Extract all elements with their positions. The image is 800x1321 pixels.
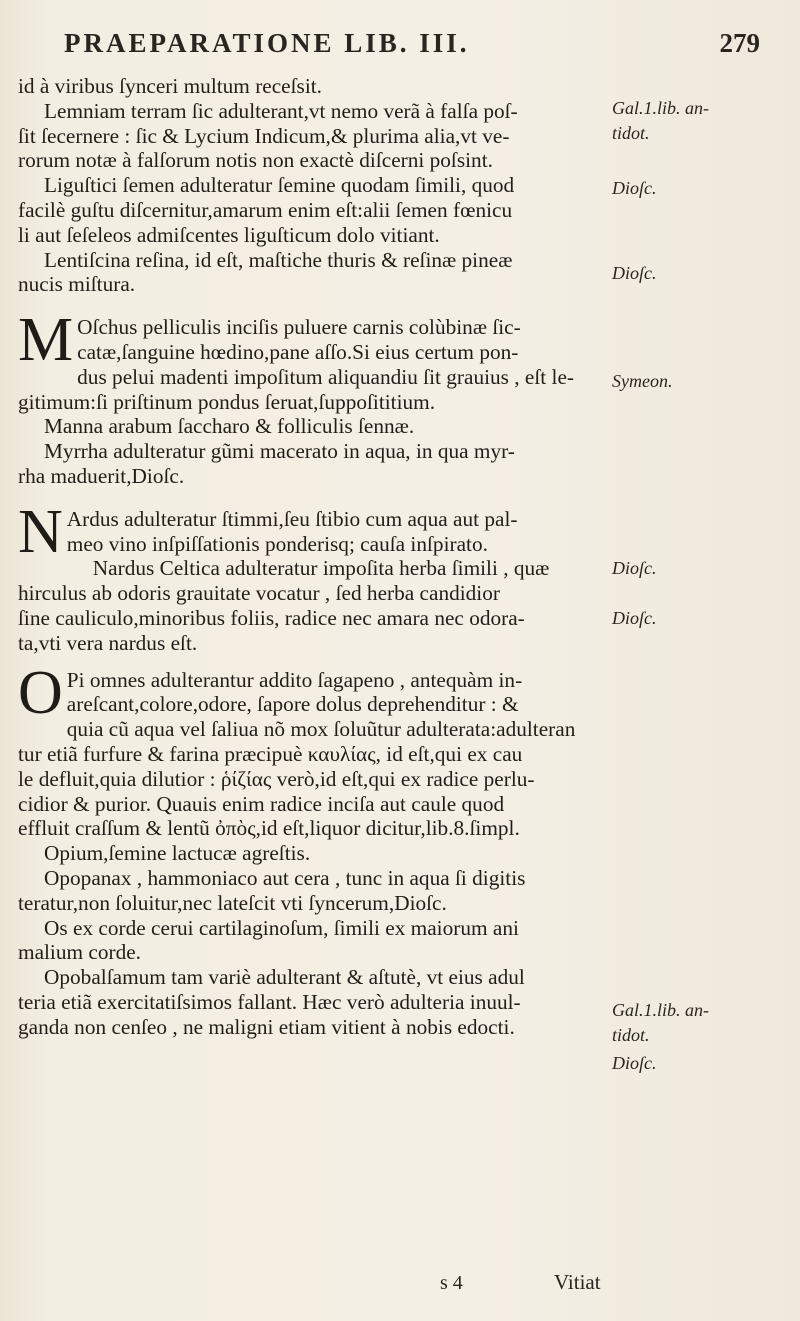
paragraph-myrrha [18, 439, 603, 489]
paragraph-manna [18, 414, 603, 439]
text-line: le defluit,quia dilutior : ῥίζίας verò,id eſt,qui ex radice perlu- [18, 766, 535, 791]
drop-cap: N [18, 497, 63, 566]
margin-note: Gal.1.lib. an- [612, 1000, 709, 1020]
text-line: Lentiſcina reſina, id eſt, maſtiche thuris & reſinæ pineæ [44, 247, 513, 272]
text-line: Os ex corde cerui cartilaginoſum, ſimili ex maiorum ani [44, 915, 519, 940]
text-line: tur etiã furfure & farina præcipuè καυλίας, id eſt,qui ex cau [18, 741, 523, 766]
text-line: rha maduerit,Dioſc. [18, 463, 185, 488]
paragraph-opobalsamum [18, 965, 603, 1039]
catchword: Vitiat [554, 1270, 601, 1294]
margin-note: Dioſc. [612, 178, 657, 198]
section-gap [18, 297, 603, 315]
text-line: Ardus adulteratur ſtimmi,ſeu ſtibio cum aqua aut pal- [66, 506, 518, 531]
section-gap [18, 489, 603, 507]
margin-note: Dioſc. [612, 608, 657, 628]
text-line: id à viribus ſynceri multum receſsit. [18, 74, 323, 98]
margin-note: Dioſc. [612, 263, 657, 283]
text-line: ta,vti vera nardus eſt. [18, 630, 198, 655]
text-line: ſit ſecernere : ſic & Lycium Indicum,& plurima alia,vt ve- [18, 123, 510, 148]
text-line: ganda non cenſeo , ne maligni etiam vitient à nobis edocti. [18, 1014, 515, 1039]
paragraph-opopanax [18, 866, 603, 916]
margin-note: tidot. [612, 1025, 650, 1045]
margin-note: tidot. [612, 123, 650, 143]
text-line: meo vino inſpiſſationis ponderisq; cauſa inſpirato. [66, 531, 488, 556]
text-line: effluit craſſum & lentũ ὀπὸς,id eſt,liquor dicitur,lib.8.ſimpl. [18, 816, 520, 841]
paragraph-opium [18, 841, 603, 866]
margin-note: Symeon. [612, 371, 673, 391]
text-line: teratur,non ſoluitur,nec lateſcit vti ſyncerum,Dioſc. [18, 890, 447, 915]
text-line: facilè guſtu diſcernitur,amarum enim eſt:alii ſemen fœnicu [18, 197, 513, 222]
text-line: catæ,ſanguine hœdino,pane aſſo.Si eius certum pon- [77, 339, 519, 364]
paragraph-nardus [18, 497, 603, 566]
paragraph-nardus-celtica [18, 556, 603, 655]
margin-note: Dioſc. [612, 558, 657, 578]
text-line: teria etiã exercitatiſsimos fallant. Hæc verò adulteria inuul- [18, 989, 521, 1014]
text-line: li aut ſeſeleos admiſcentes liguſticum dolo vitiant. [18, 222, 440, 247]
paragraph-moschus [18, 306, 603, 414]
text-line: areſcant,colore,odore, ſapore dolus deprehenditur : & [66, 692, 519, 717]
text-line: quia cũ aqua vel ſaliua nõ mox ſoluũtur adulterata:adulteran [66, 717, 576, 742]
body-text [18, 74, 603, 1039]
text-line: ſine cauliculo,minoribus foliis, radice nec amara nec odora- [18, 605, 525, 630]
text-line: cidior & purior. Quauis enim radice inciſa aut caule quod [18, 791, 505, 816]
text-line: gitimum:ſi priſtinum pondus ſeruat,ſuppoſititium. [18, 389, 436, 414]
text-line: Pi omnes adulterantur addito ſagapeno , antequàm in- [66, 667, 523, 692]
paragraph-intro [18, 74, 603, 99]
text-line: Opium,ſemine lactucæ agreſtis. [44, 841, 311, 866]
margin-note: Gal.1.lib. an- [612, 98, 709, 118]
text-line: Nardus Celtica adulteratur impoſita herba ſimili , quæ [92, 556, 550, 581]
text-line: rorum notæ à falſorum notis non exactè diſcerni poſsint. [18, 148, 493, 173]
text-line: Oſchus pelliculis inciſis puluere carnis colùbinæ ſic- [77, 315, 521, 340]
running-head-title: PRAEPARATIONE LIB. III. [64, 28, 470, 58]
text-line: malium corde. [18, 940, 142, 965]
section-gap [18, 656, 603, 668]
margin-note: Dioſc. [612, 1053, 657, 1073]
paragraph-opi [18, 658, 603, 842]
paragraph-os-cerui [18, 916, 603, 966]
text-line: nucis miſtura. [18, 272, 136, 297]
page-number: 279 [719, 28, 760, 58]
text-line: hirculus ab odoris grauitate vocatur , ſed herba candidior [18, 581, 500, 606]
text-line: Opopanax , hammoniaco aut cera , tunc in aqua ſi digitis [44, 865, 526, 890]
margin-notes [612, 0, 800, 1321]
text-line: Manna arabum ſaccharo & folliculis ſennæ. [44, 414, 415, 439]
drop-cap: M [18, 306, 74, 375]
text-line: Liguſtici ſemen adulteratur ſemine quodam ſimili, quod [44, 173, 515, 198]
paragraph-ligusticum [18, 173, 603, 247]
text-line: Opobalſamum tam variè adulterant & aſtutè, vt eius adul [44, 965, 525, 990]
drop-cap: O [18, 658, 63, 727]
signature-mark: s 4 [440, 1272, 463, 1294]
text-line: dus pelui madenti impoſitum aliquandiu ſit grauius , eſt le- [77, 364, 574, 389]
text-line: Myrrha adulteratur gũmi macerato in aqua, in qua myr- [44, 439, 515, 464]
text-line: Lemniam terram ſic adulterant,vt nemo verã à falſa poſ- [44, 98, 518, 123]
paragraph-lentiscina [18, 248, 603, 298]
paragraph-lemnia [18, 99, 603, 173]
